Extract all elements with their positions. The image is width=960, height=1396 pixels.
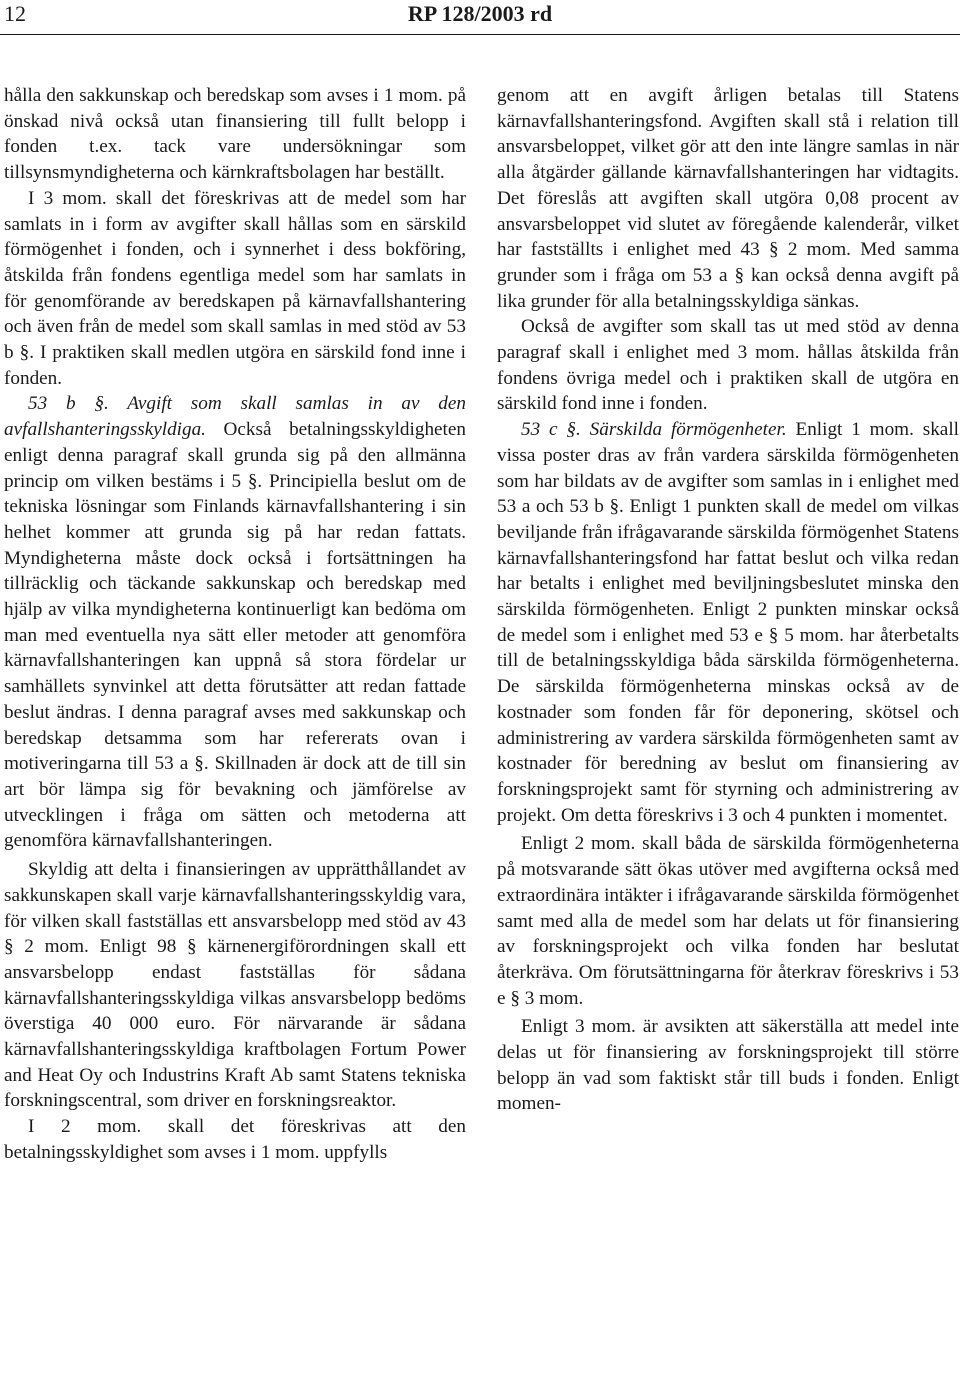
paragraph bbox=[4, 186, 466, 392]
page-header bbox=[0, 0, 960, 38]
paragraph-text: Enligt 1 mom. skall vissa poster dras av från vardera särskilda förmögenheten som har bildats av de avgifter som samlas in i enlighet med 53 a och 53 b §. Enligt 1 punkten skall de medel om vilkas beviljande från ifrågavarande särskilda förmögenhet Statens kärnavfallshanteringsfond har fattat beslut och vilka redan har betalts i enlighet med beviljningsbeslutet minska den särskilda förmögenheten. Enligt 2 punkten minskar också de medel som i enlighet med 53 e § 5 mom. har återbetalts till de betalningsskyldiga båda särskilda förmögenheterna. De särskilda förmögenheterna minskas också av de kostnader som fonden får för deponering, skötsel och administrering av vardera särskilda förmögenheten samt av kostnader för beredning av beslut om finansiering av forskningsprojekt samt för styrning och administrering av projekt. Om detta föreskrivs i 3 och 4 punkten i momentet. bbox=[497, 419, 959, 826]
paragraph bbox=[4, 857, 466, 1114]
paragraph bbox=[4, 1114, 466, 1165]
paragraph-text: I 2 mom. skall det föreskrivas att den betalningsskyldighet som avses i 1 mom. uppfylls bbox=[4, 1116, 466, 1163]
paragraph-text: Skyldig att delta i finansieringen av upprätthållandet av sakkunskapen skall varje kärnavfallshanteringsskyldig vara, för vilken skall fastställas ett ansvarsbelopp med stöd av 43 § 2 mom. Enligt 98 § kärnenergiförordningen skall ett ansvarsbelopp endast fastställas för sådana kärnavfallshanteringsskyldiga vilkas ansvarsbelopp bedöms överstiga 40 000 euro. För närvarande är sådana kärnavfallshanteringsskyldiga kraftbolagen Fortum Power and Heat Oy och Industrins Kraft Ab samt Statens tekniska forskningscentral, som driver en forskningsreaktor. bbox=[4, 859, 466, 1112]
paragraph bbox=[497, 314, 959, 417]
page-number: 12 bbox=[4, 1, 26, 26]
paragraph bbox=[497, 417, 959, 828]
paragraph-text: Också de avgifter som skall tas ut med stöd av denna paragraf skall i enlighet med 3 mom. hållas åtskilda från fondens övriga medel och i praktiken skall de utgöra en särskild fond inne i fonden. bbox=[497, 316, 959, 415]
paragraph-text: I 3 mom. skall det föreskrivas att de medel som har samlats in i form av avgifter skall hållas som en särskild förmögenhet i fonden, och i synnerhet i dess bokföring, åtskilda från fondens egentliga medel som har samlats in för genomförande av beredskapen på kärnavfallshantering och även från de medel som skall samlas in med stöd av 53 b §. I praktiken skall medlen utgöra en särskild fond inne i fonden. bbox=[4, 187, 466, 389]
paragraph-text: genom att en avgift årligen betalas till Statens kärnavfallshanteringsfond. Avgiften skall stå i relation till ansvarsbeloppet, vilket gör att den inte längre samlas in när alla åtgärder gällande kärnavfallshanteringen har vidtagits. Det föreslås att avgiften skall utgöra 0,08 procent av ansvarsbeloppet vid slutet av föregående kalenderår, vilket har fastställts i enlighet med 43 § 2 mom. Med samma grunder som i fråga om 53 a § kan också denna avgift på lika grunder för alla betalningsskyldiga sänkas. bbox=[497, 85, 959, 312]
document-reference: RP 128/2003 rd bbox=[407, 1, 553, 26]
paragraph-text: Enligt 3 mom. är avsikten att säkerställa att medel inte delas ut för finansiering av forskningsprojekt till större belopp än vad som faktiskt står till buds i fonden. Enligt momen- bbox=[497, 1016, 959, 1115]
right-column bbox=[497, 83, 959, 1117]
paragraph-text: Också betalningsskyldigheten enligt denna paragraf skall grunda sig på den allmänna princip om vilken bestäms i 5 §. Principiella beslut om de tekniska lösningar som Finlands kärnavfallshantering i sin helhet kommer att grunda sig på har redan fattats. Myndigheterna måste dock också i fortsättningen ha tillräcklig och täckande sakkunskap och beredskap med hjälp av vilka myndigheterna kontinuerligt kan bedöma om man med eventuella nya sätt eller metoder att genomföra kärnavfallshanteringen kan uppnå så stora fördelar ur samhällets synvinkel att detta förutsätter att redan fattade beslut ändras. I denna paragraf avses med sakkunskap och beredskap detsamma som har refererats ovan i motiveringarna till 53 a §. Skillnaden är dock att de till sin art bör lämpa sig för bevakning och jämförelse av utvecklingen i fråga om sätten och metoderna att genomföra kärnavfallshanteringen. bbox=[4, 419, 466, 852]
header-rule bbox=[0, 34, 960, 35]
paragraph-text: hålla den sakkunskap och beredskap som avses i 1 mom. på önskad nivå också utan finansiering till fullt belopp i fonden t.ex. tack vare undersökningar som tillsynsmyndigheterna och kärnkraftsbolagen har beställt. bbox=[4, 85, 466, 184]
section-heading: 53 c §. Särskilda förmögenheter. bbox=[521, 419, 787, 441]
paragraph bbox=[497, 83, 959, 314]
paragraph-text: Enligt 2 mom. skall båda de särskilda förmögenheterna på motsvarande sätt ökas utöver med avgifterna också med extraordinära intäkter i ifrågavarande särskilda förmögenhet samt med alla de medel som har delats ut för finansiering av forskningsprojekt och vilka fonden har beslutat återkräva. Om förutsättningarna för återkrav föreskrivs i 53 e § 3 mom. bbox=[497, 833, 959, 1009]
section-heading: 53 b §. Avgift som skall samlas in av den avfallshanteringsskyldiga. bbox=[4, 393, 466, 441]
paragraph bbox=[497, 831, 959, 1011]
left-column bbox=[4, 83, 466, 1166]
paragraph bbox=[4, 83, 466, 186]
paragraph bbox=[4, 391, 466, 854]
paragraph bbox=[497, 1014, 959, 1117]
